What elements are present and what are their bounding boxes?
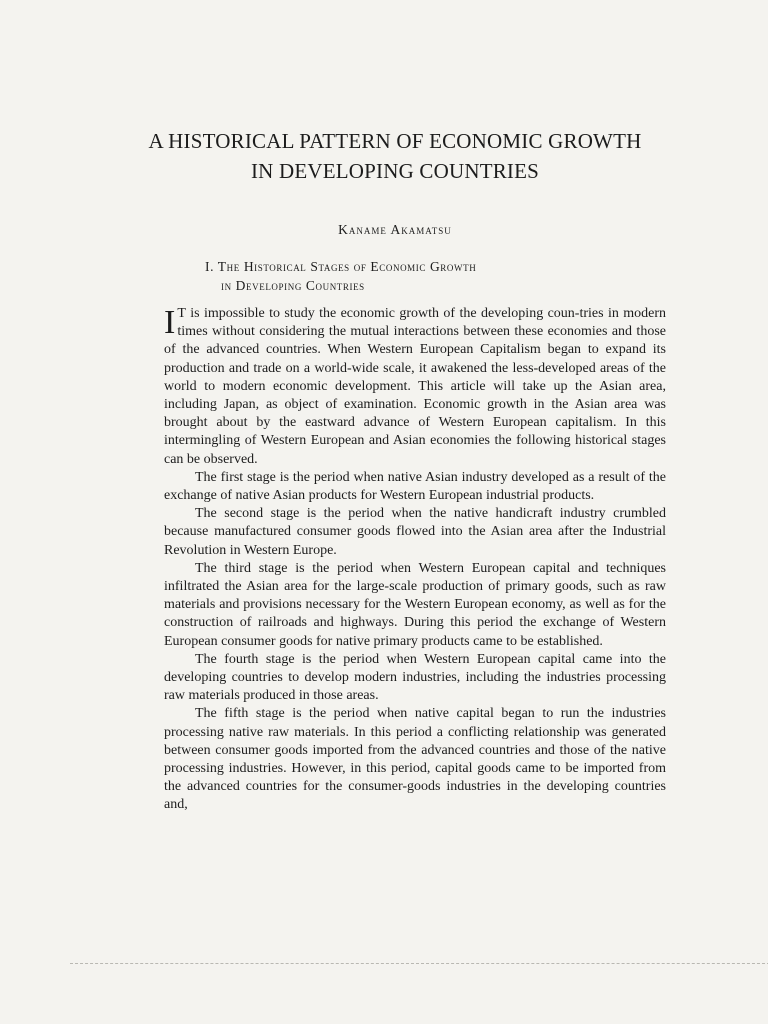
- paragraph-intro-text: is impossible to study the economic growth of the developing coun-tries in modern times without considering the mutual interactions between these economies and those of the advanced countries. When Western European Capitalism began to expand its production and trade on a world-wide scale, it awakened the less-developed areas of the world to modern economic development. This article will take up the Asian area, including Japan, as object of examination. Economic growth in the Asian area was brought about by the eastward advance of Western European capitalism. In this intermingling of Western European and Asian economies the following historical stages can be observed.: [164, 306, 666, 467]
- drop-cap: I: [164, 304, 176, 341]
- scan-edge-rule: [70, 963, 768, 964]
- title-line-2: IN DEVELOPING COUNTRIES: [250, 159, 540, 183]
- paper-title: [130, 126, 660, 186]
- section-heading: [205, 257, 625, 295]
- paragraph-stage-1: The first stage is the period when native Asian industry developed as a result of the exchange of native Asian products for Western European industrial products.: [164, 469, 666, 504]
- body-text: [164, 305, 666, 815]
- section-heading-line-1: I. The Historical Stages of Economic Growth: [205, 259, 477, 274]
- title-line-1: A HISTORICAL PATTERN OF ECONOMIC GROWTH: [148, 129, 642, 153]
- first-word-rest: T: [177, 306, 186, 321]
- paragraph-stage-2: The second stage is the period when the native handicraft industry crumbled because manufactured consumer goods flowed into the Asian area after the Industrial Revolution in Western Europe.: [164, 506, 666, 558]
- paragraph-stage-5: The fifth stage is the period when native capital began to run the industries processing native raw materials. In this period a conflicting relationship was generated between consumer goods imported from the advanced countries and those of the native processing industries. However, in this period, capital goods came to be imported from the advanced countries for the consumer-goods industries in the developing countries and,: [164, 706, 666, 813]
- section-heading-line-2: in Developing Countries: [221, 278, 365, 293]
- paragraph-stage-3: The third stage is the period when Western European capital and techniques infiltrated the Asian area for the large-scale production of primary goods, such as raw materials and provisions necessary for the Western European economy, as well as for the construction of railroads and highways. During this period the exchange of Western European consumer goods for native primary products came to be established.: [164, 560, 666, 649]
- author-name: Kaname Akamatsu: [338, 222, 452, 237]
- paragraph-intro: [164, 305, 666, 469]
- paragraph-stage-4: The fourth stage is the period when Western European capital came into the developing countries to develop modern industries, including the industries processing raw materials produced in those areas.: [164, 651, 666, 704]
